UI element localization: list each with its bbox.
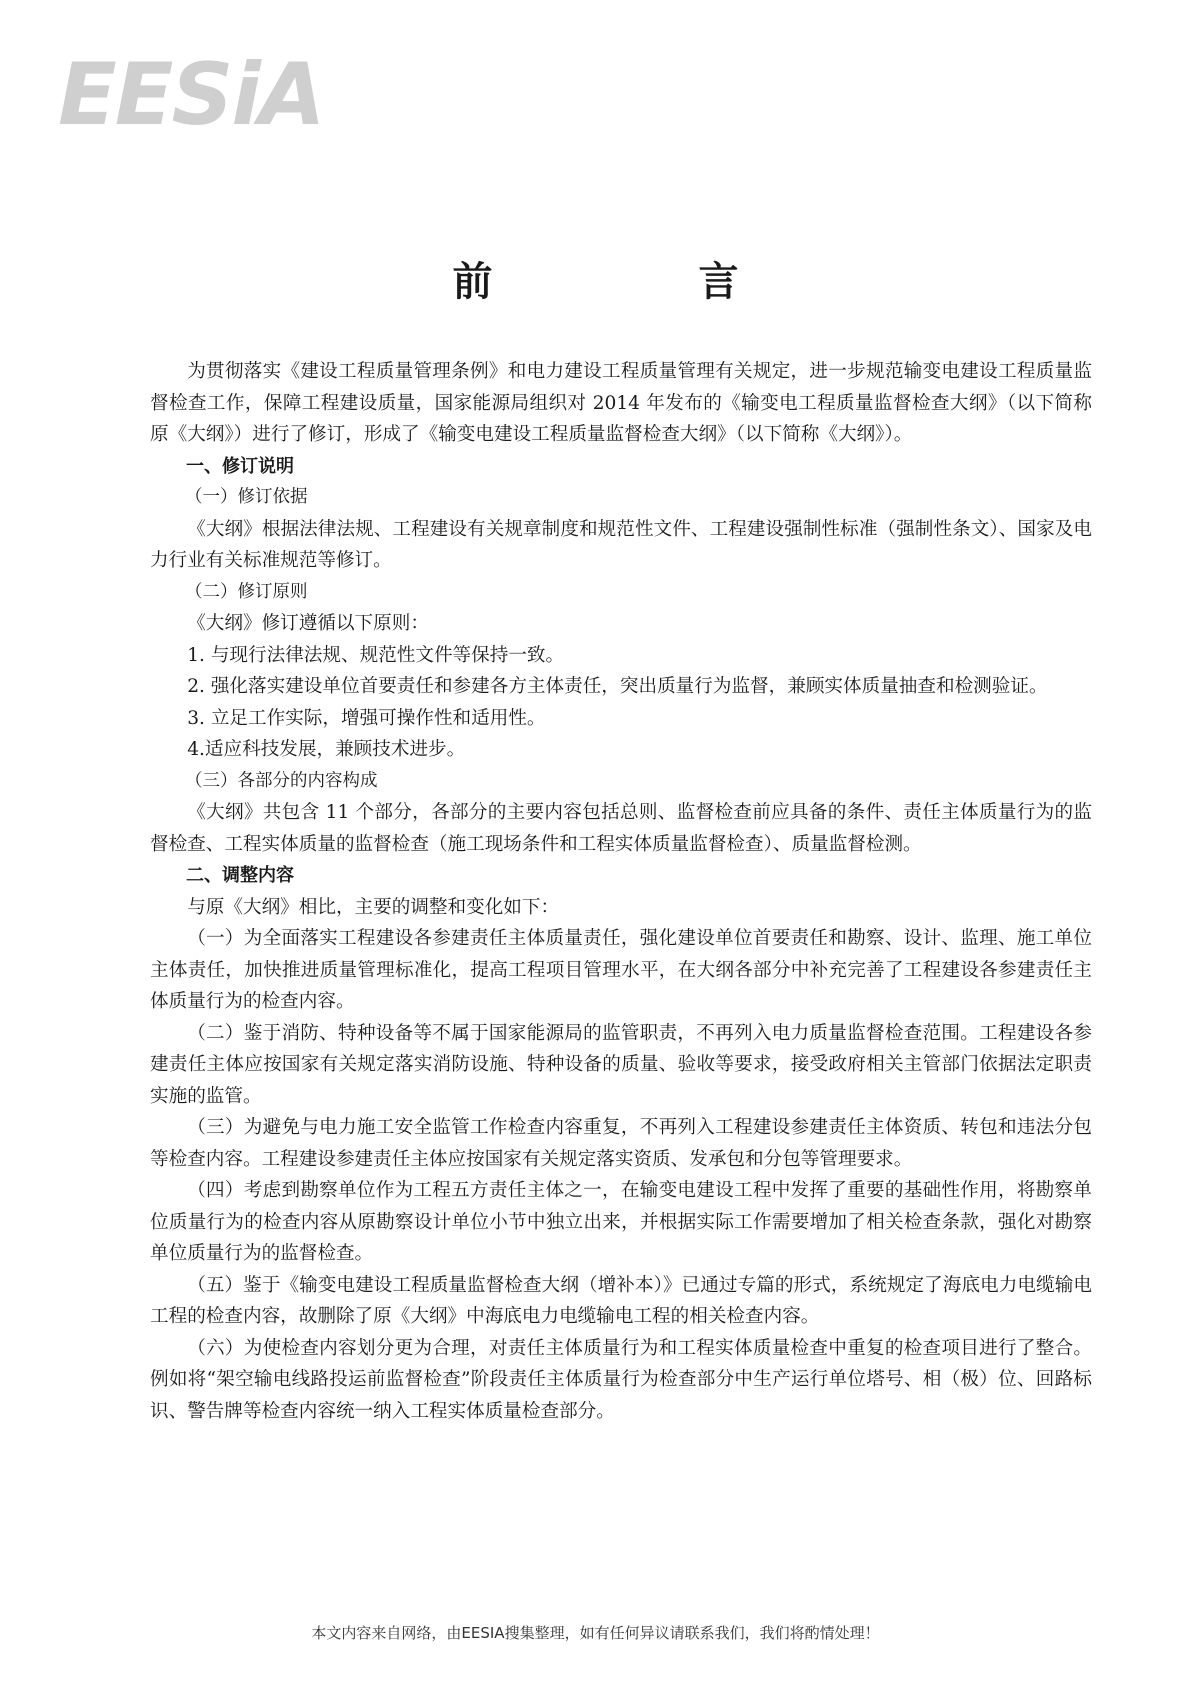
page-title: 前 言 (452, 258, 835, 305)
paragraph: 《大纲》修订遵循以下原则： (187, 613, 429, 634)
paragraph: 《大纲》共包含 11 个部分，各部分的主要内容包括总则、监督检查前应具备的条件、责任主体质量行为的监督检查、工程实体质量的监督检查（施工现场条件和工程实体质量监督检查）、质量监督检测。 (150, 802, 1092, 855)
adjustment-item: （二）鉴于消防、特种设备等不属于国家能源局的监管职责，不再列入电力质量监督检查范围。工程建设各参建责任主体应按国家有关规定落实消防设施、特种设备的质量、验收等要求，接受政府相关主管部门依据法定职责实施的监管。 (150, 1022, 1092, 1107)
section-heading-adjustments: 二、调整内容 (186, 865, 294, 886)
list-item: 2. 强化落实建设单位首要责任和参建各方主体责任，突出质量行为监督，兼顾实体质量抽查和检测验证。 (187, 676, 1048, 697)
subheading-structure: （三）各部分的内容构成 (185, 770, 378, 791)
subheading-principles: （二）修订原则 (185, 581, 308, 602)
list-item: 4.适应科技发展，兼顾技术进步。 (187, 739, 466, 760)
adjustment-item: （四）考虑到勘察单位作为工程五方责任主体之一，在输变电建设工程中发挥了重要的基础性作用，将勘察单位质量行为的检查内容从原勘察设计单位小节中独立出来，并根据实际工作需要增加了相关检查条款，强化对勘察单位质量行为的监督检查。 (150, 1180, 1092, 1264)
eesia-logo: EESiA (58, 45, 324, 145)
footer-note: 本文内容来自网络，由EESIA搜集整理，如有任何异议请联系我们，我们将酌情处理！ (311, 1624, 880, 1642)
list-item: 3. 立足工作实际，增强可操作性和适用性。 (187, 707, 546, 729)
document-body (150, 356, 1092, 1427)
adjustment-item: （六）为使检查内容划分更为合理，对责任主体质量行为和工程实体质量检查中重复的检查项目进行了整合。例如将“架空输电线路投运前监督检查”阶段责任主体质量行为检查部分中生产运行单位塔号、相（极）位、回路标识、警告牌等检查内容统一纳入工程实体质量检查部分。 (150, 1337, 1092, 1422)
subheading-basis: （一）修订依据 (185, 487, 308, 507)
section-heading-revision: 一、修订说明 (186, 455, 294, 477)
paragraph: 《大纲》根据法律法规、工程建设有关规章制度和规范性文件、工程建设强制性标准（强制性条文）、国家及电力行业有关标准规范等修订。 (150, 518, 1092, 571)
adjustment-item: （五）鉴于《输变电建设工程质量监督检查大纲（增补本）》已通过专篇的形式，系统规定了海底电力电缆输电工程的检查内容，故删除了原《大纲》中海底电力电缆输电工程的相关检查内容。 (150, 1274, 1092, 1327)
list-item: 1. 与现行法律法规、规范性文件等保持一致。 (187, 644, 565, 666)
adjustment-item: （一）为全面落实工程建设各参建责任主体质量责任，强化建设单位首要责任和勘察、设计、监理、施工单位主体责任，加快推进质量管理标准化，提高工程项目管理水平，在大纲各部分中补充完善了工程建设各参建责任主体质量行为的检查内容。 (150, 928, 1092, 1012)
adjustment-item: （三）为避免与电力施工安全监管工作检查内容重复，不再列入工程建设参建责任主体资质、转包和违法分包等检查内容。工程建设参建责任主体应按国家有关规定落实资质、发承包和分包等管理要求。 (150, 1117, 1092, 1170)
paragraph: 与原《大纲》相比，主要的调整和变化如下： (187, 896, 560, 918)
intro-paragraph: 为贯彻落实《建设工程质量管理条例》和电力建设工程质量管理有关规定，进一步规范输变电建设工程质量监督检查工作，保障工程建设质量，国家能源局组织对 2014 年发布的《输变电工程质量监督检查大纲》（以下简称原《大纲》）进行了修订，形成了《输变电建设工程质量监督检查大纲》（以下简称《大纲》）。 (150, 361, 1092, 445)
